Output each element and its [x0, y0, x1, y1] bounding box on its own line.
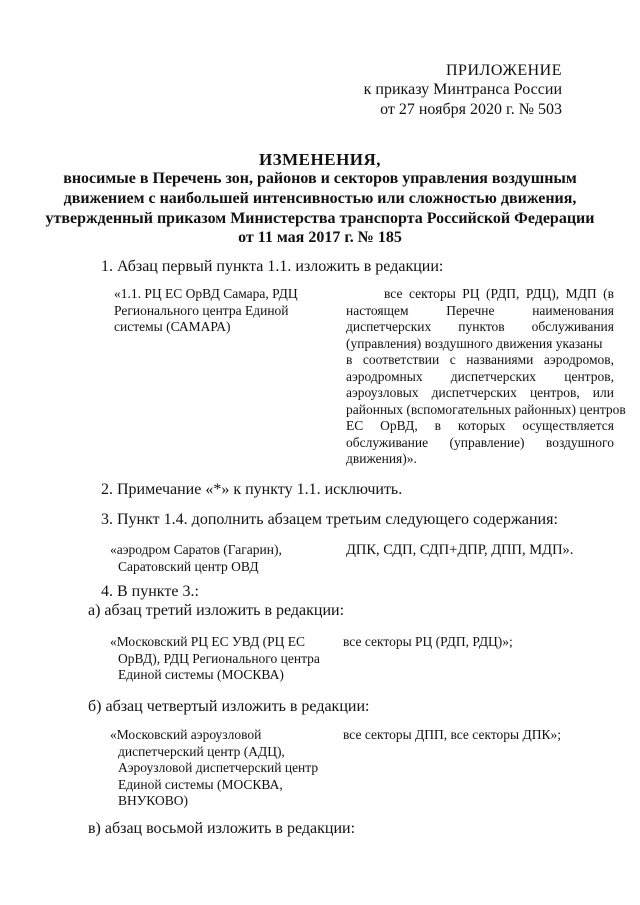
right-line: аэродромных диспетчерских центров, [346, 368, 614, 384]
right-line: ЕС ОрВД, в которых осуществляется [346, 418, 614, 433]
left-line: Регионального центра Единой [114, 302, 289, 318]
item-4-text: 4. В пункте 3.: [101, 583, 199, 600]
left-line: ВНУКОВО) [118, 793, 188, 808]
left-line: «Московский аэроузловой [110, 727, 262, 742]
right-line: в соответствии с названиями аэродромов, [346, 352, 614, 367]
left-line: «аэродром Саратов (Гагарин), [110, 542, 282, 557]
document-subtitle-line: вносимые в Перечень зон, районов и секторов управления воздушным [63, 170, 577, 187]
left-line: ОрВД), РДЦ Регионального центра [118, 650, 320, 666]
item-4b-left-column [110, 727, 318, 810]
document-subtitle-line: от 11 мая 2017 г. № 185 [238, 229, 402, 246]
item-4b-text: б) абзац четвертый изложить в редакции: [88, 698, 370, 715]
appendix-line: от 27 ноября 2020 г. № 503 [380, 101, 562, 118]
item-1-text: 1. Абзац первый пункта 1.1. изложить в редакции: [101, 258, 444, 275]
item-3-text: 3. Пункт 1.4. дополнить абзацем третьим следующего содержания: [101, 511, 558, 528]
right-line: районных (вспомогательных районных) центров [346, 401, 626, 417]
right-line: все секторы РЦ (РДП, РДЦ), МДП (в [384, 286, 614, 301]
item-3-left-column [110, 542, 282, 575]
right-line: аэроузловых диспетчерских центров, или [346, 385, 614, 400]
right-line: (управления) воздушного движения указаны [346, 335, 603, 351]
item-1-right-column [346, 286, 626, 468]
item-1-left-column [114, 286, 298, 336]
appendix-title: ПРИЛОЖЕНИЕ [445, 62, 562, 79]
right-line: движения)». [346, 451, 417, 466]
right-line: обслуживание (управление) воздушного [346, 434, 614, 450]
right-line: настоящем Перечне наименования [346, 302, 614, 318]
left-line: Единой системы (МОСКВА) [118, 667, 284, 682]
item-4a-right-column: все секторы РЦ (РДП, РДЦ)»; [343, 634, 513, 649]
document-subtitle-line: движением с наибольшей интенсивностью или сложностью движения, [63, 190, 577, 207]
item-3-right-column: ДПК, СДП, СДП+ДПР, ДПП, МДП». [346, 542, 574, 558]
left-line: диспетчерский центр (АДЦ), [118, 743, 285, 759]
left-line: системы (САМАРА) [114, 319, 231, 334]
item-4b-right-column: все секторы ДПП, все секторы ДПК»; [343, 727, 561, 742]
left-line: «Московский РЦ ЕС УВД (РЦ ЕС [110, 634, 306, 649]
appendix-line: к приказу Минтранса России [363, 81, 562, 98]
left-line: «1.1. РЦ ЕС ОрВД Самара, РДЦ [114, 286, 298, 301]
item-4v-text: в) абзац восьмой изложить в редакции: [88, 820, 356, 837]
item-2-text: 2. Примечание «*» к пункту 1.1. исключить. [101, 481, 403, 498]
right-line: диспетчерских пунктов обслуживания [346, 319, 614, 334]
item-4a-left-column [110, 634, 320, 684]
document-title: ИЗМЕНЕНИЯ, [258, 150, 382, 169]
left-line: Аэроузловой диспетчерский центр [118, 760, 319, 775]
left-line: Единой системы (МОСКВА, [118, 776, 283, 792]
left-line: Саратовский центр ОВД [118, 558, 259, 574]
document-subtitle-line: утвержденный приказом Министерства транспорта Российской Федерации [45, 210, 595, 227]
item-4a-text: а) абзац третий изложить в редакции: [88, 602, 345, 619]
